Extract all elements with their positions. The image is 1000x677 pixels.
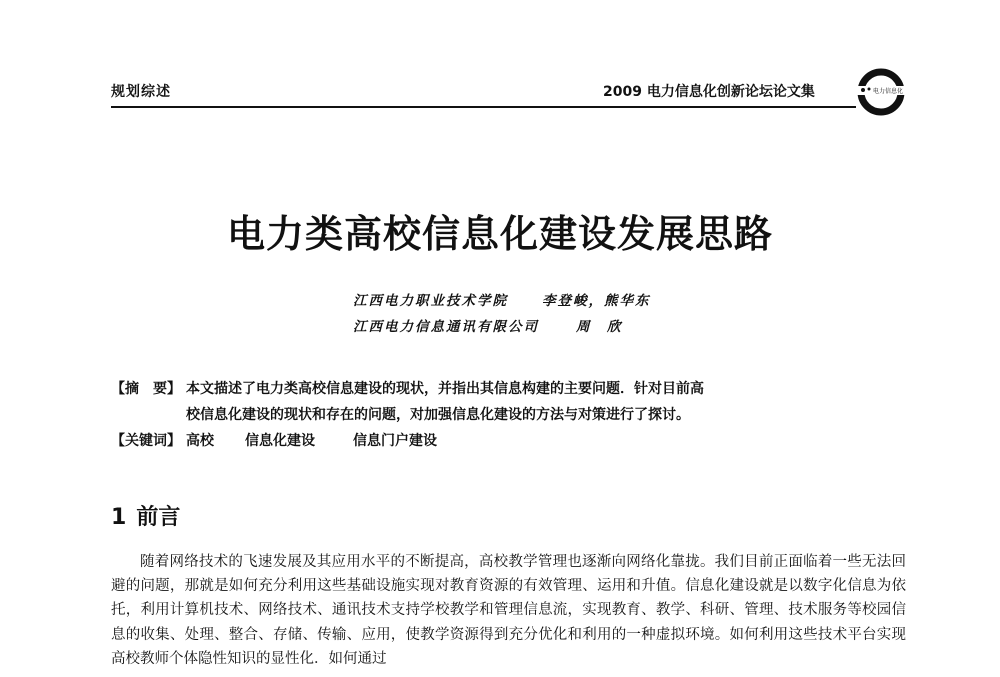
body-paragraph: 随着网络技术的飞速发展及其应用水平的不断提高，高校教学管理也逐渐向网络化靠拢。我们目前正面临着一些无法回避的问题，那就是如何充分利用这些基础设施实现对教育资源的有效管理、运用和升值。信息化建设就是以数字化信息为依托，利用计算机技术、网络技术、通讯技术支持学校教学和管理信息流，实现教育、教学、科研、管理、技术服务等校园信息的收集、处理、整合、存储、传输、应用，使教学资源得到充分优化和利用的一种虚拟环境。如何利用这些技术平台实现高校教师个体隐性知识的显性化．如何通过 [111, 554, 906, 667]
abstract-line-1: 本文描述了电力类高校信息建设的现状，并指出其信息构建的主要问题．针对目前高 [186, 381, 704, 397]
affiliation-2-authors: 周 欣 [576, 319, 623, 335]
header-rule [111, 106, 856, 108]
logo-caption: 电力信息化 [873, 88, 904, 95]
keyword-1: 高校 [186, 433, 214, 449]
abstract-line-2: 校信息化建设的现状和存在的问题，对加强信息化建设的方法与对策进行了探讨。 [186, 407, 690, 423]
section-heading [111, 500, 180, 531]
paper-title: 电力类高校信息化建设发展思路 [226, 212, 773, 256]
abstract-label: 【摘 要】 [111, 381, 181, 397]
keywords-label: 【关键词】 [111, 433, 181, 449]
section-title: 前言 [136, 505, 181, 530]
journal-logo-icon [855, 66, 919, 118]
affiliation-1-authors: 李登峻，熊华东 [542, 293, 651, 309]
body-text [111, 550, 906, 671]
keyword-2: 信息化建设 [245, 433, 315, 449]
running-header-journal: 2009 电力信息化创新论坛论文集 [603, 84, 815, 100]
running-header-section: 规划综述 [111, 84, 171, 100]
affiliation-2-org: 江西电力信息通讯有限公司 [353, 319, 539, 335]
affiliation-1-org: 江西电力职业技术学院 [353, 293, 508, 309]
section-number: 1 [111, 505, 127, 530]
keyword-3: 信息门户建设 [353, 433, 437, 449]
